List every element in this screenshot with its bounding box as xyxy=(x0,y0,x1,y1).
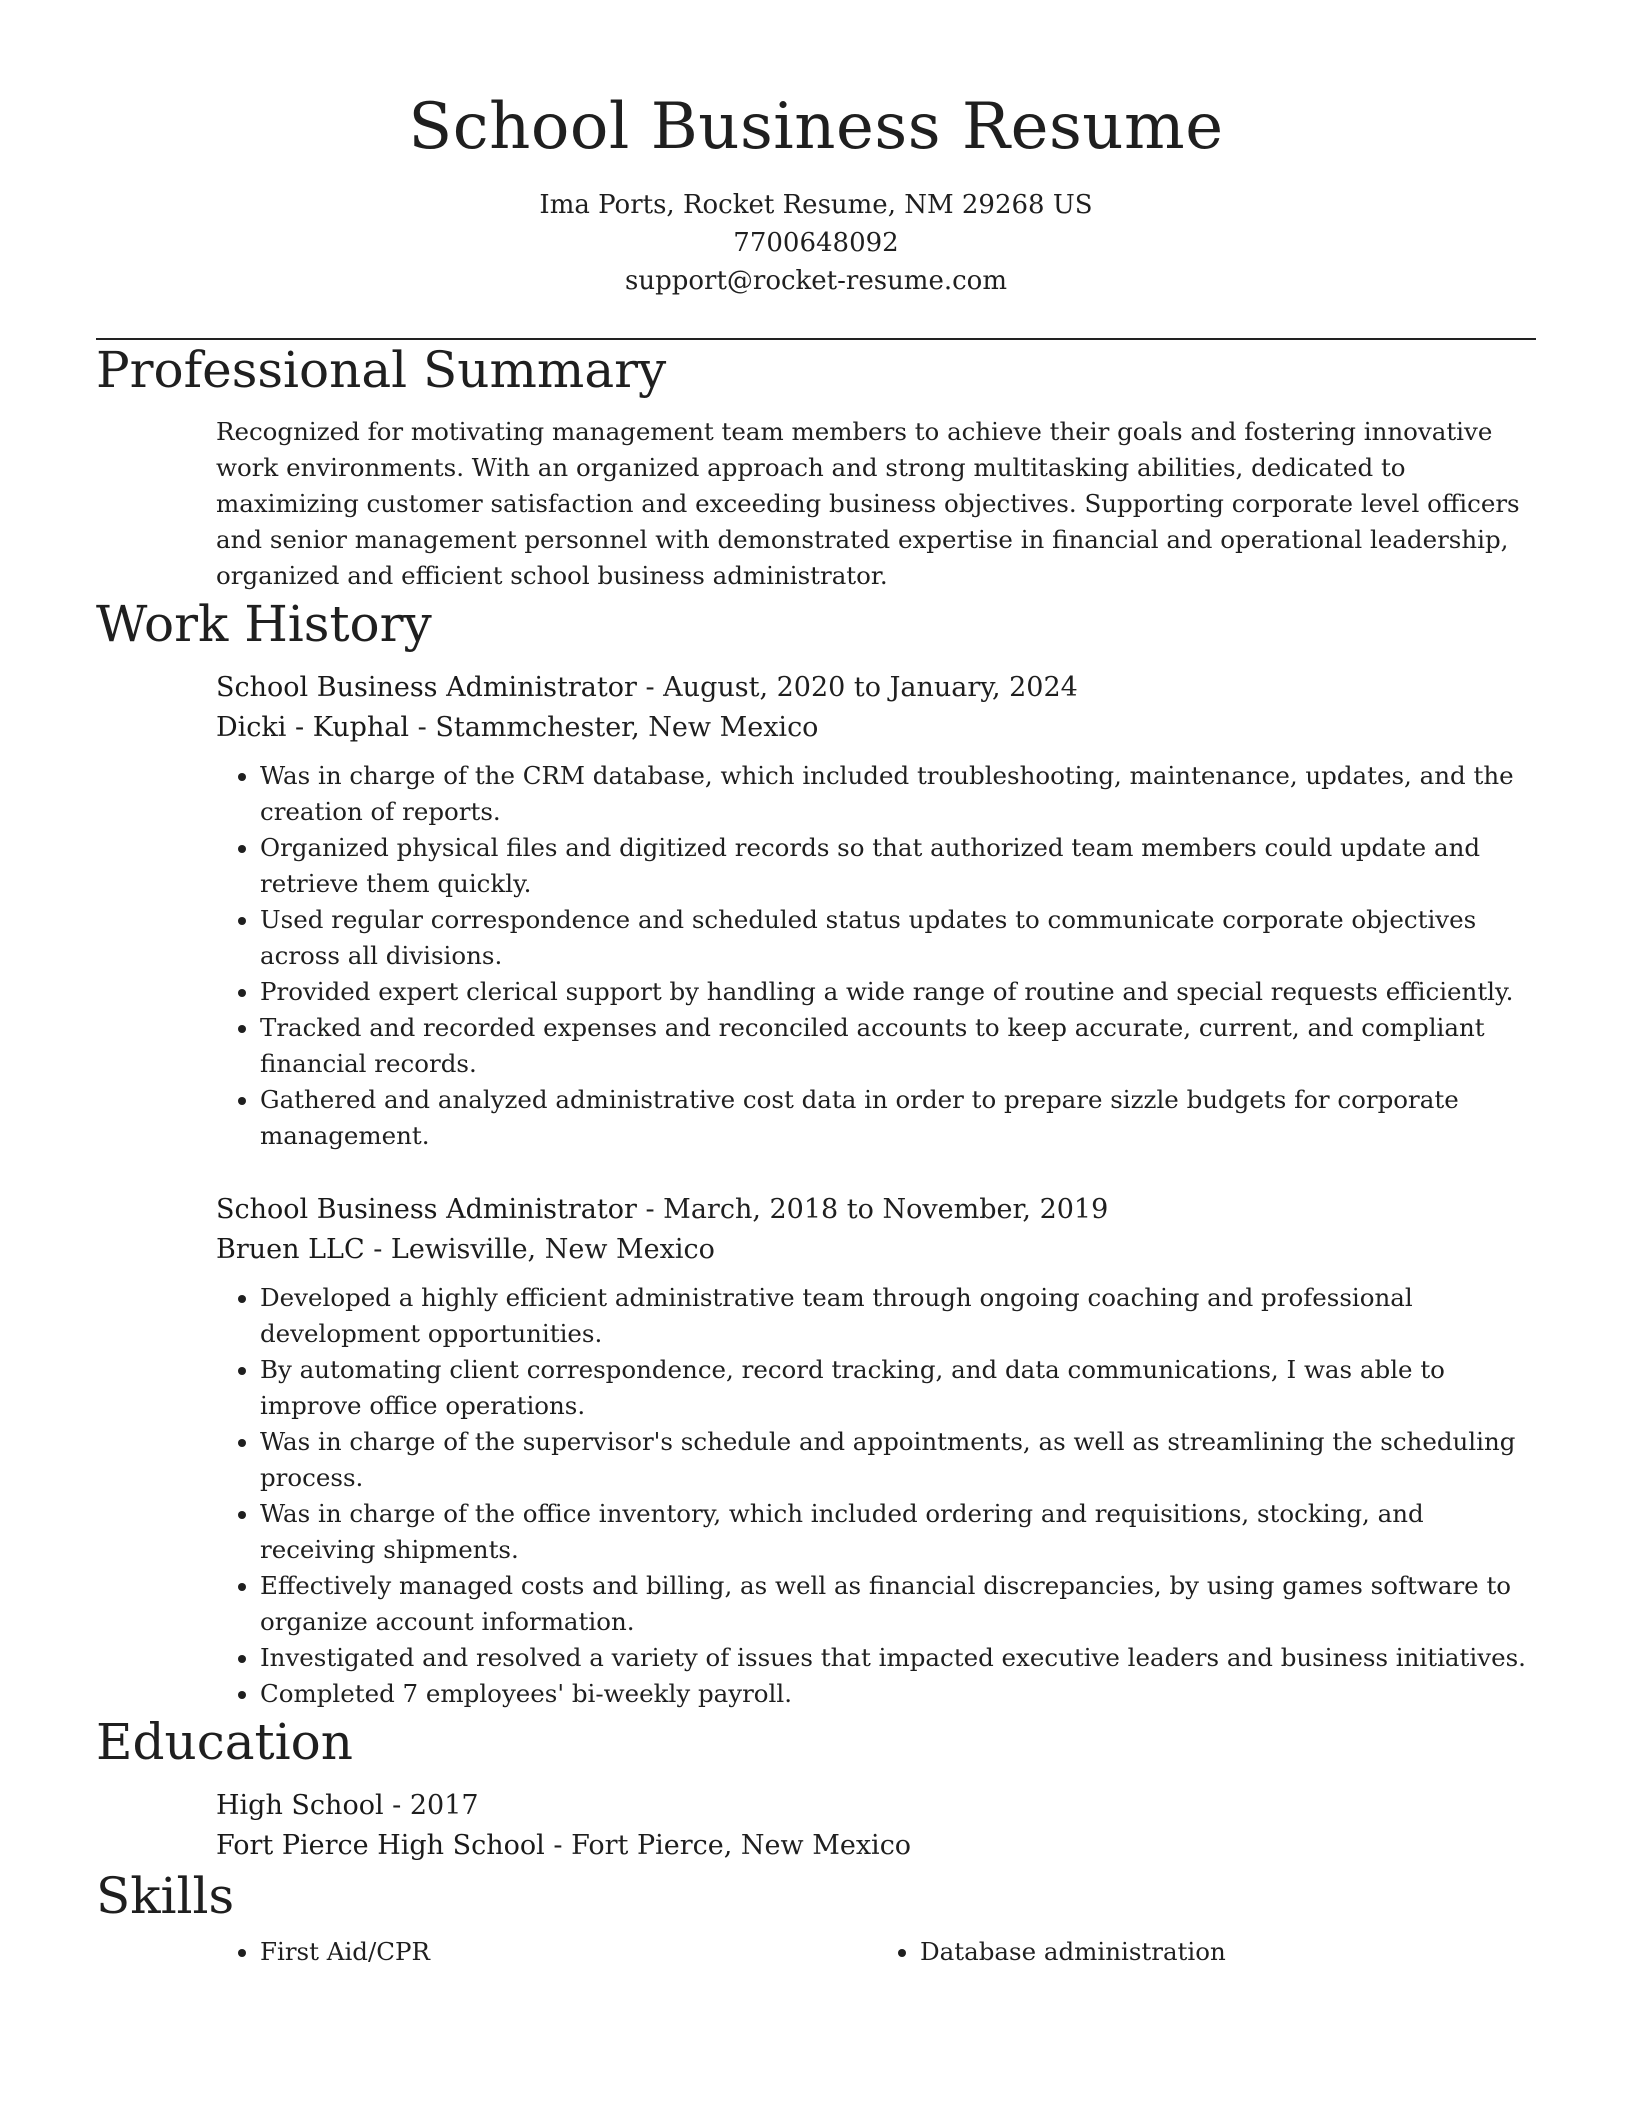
job-company: Bruen LLC xyxy=(216,1234,365,1265)
skills-heading: Skills xyxy=(96,1867,235,1925)
contact-address: Ima Ports, Rocket Resume, NM 29268 US xyxy=(539,190,1093,220)
work-history-section xyxy=(96,594,1536,1712)
skill-item: • First Aid/CPR xyxy=(260,1934,876,1970)
list-item: • Developed a highly efficient administrative team through ongoing coaching and professional development opportunities. xyxy=(260,1280,1536,1352)
list-item: • Was in charge of the office inventory, which included ordering and requisitions, stocking, and receiving shipments. xyxy=(260,1496,1536,1568)
list-item: • Was in charge of the CRM database, which included troubleshooting, maintenance, updates, and the creation of reports. xyxy=(260,758,1536,830)
contact-block xyxy=(96,186,1536,300)
contact-phone: 7700648092 xyxy=(733,228,899,258)
professional-summary-section xyxy=(96,340,1536,594)
list-item: • Used regular correspondence and scheduled status updates to communicate corporate objectives across all divisions. xyxy=(260,902,1536,974)
list-item: • Organized physical files and digitized records so that authorized team members could update and retrieve them quickly. xyxy=(260,830,1536,902)
job-title-line xyxy=(216,1190,1536,1230)
education-year: - 2017 xyxy=(383,1790,479,1821)
resume-title: School Business Resume xyxy=(408,90,1224,164)
list-item: • Was in charge of the supervisor's schedule and appointments, as well as streamlining the scheduling process. xyxy=(260,1424,1536,1496)
education-degree-line xyxy=(216,1786,1536,1826)
skills-list-left xyxy=(216,1934,876,1970)
skill-item: • Database administration xyxy=(920,1934,1536,1970)
education-section xyxy=(96,1712,1536,1866)
job-entry xyxy=(216,668,1536,1154)
skills-list-right xyxy=(876,1934,1536,1970)
job-responsibilities-list xyxy=(216,758,1536,1154)
job-location: - Lewisville, New Mexico xyxy=(364,1234,715,1265)
skills-section xyxy=(96,1866,1536,1970)
list-item: • Investigated and resolved a variety of issues that impacted executive leaders and business initiatives. xyxy=(260,1640,1536,1676)
job-entry xyxy=(216,1190,1536,1712)
list-item: • Tracked and recorded expenses and reconciled accounts to keep accurate, current, and compliant financial records. xyxy=(260,1010,1536,1082)
education-heading: Education xyxy=(96,1713,353,1771)
job-company: Dicki - Kuphal xyxy=(216,712,410,743)
skills-grid xyxy=(216,1934,1536,1970)
education-entry xyxy=(216,1786,1536,1866)
job-location: - Stammchester, New Mexico xyxy=(409,712,819,743)
contact-email: support@rocket-resume.com xyxy=(624,266,1007,296)
job-title-line xyxy=(216,668,1536,708)
list-item: • Gathered and analyzed administrative cost data in order to prepare sizzle budgets for corporate management. xyxy=(260,1082,1536,1154)
professional-summary-text: Recognized for motivating management team members to achieve their goals and fostering innovative work environments. With an organized approach and strong multitasking abilities, dedicated to maximizing customer satisfaction and exceeding business objectives. Supporting corporate level officers and senior management personnel with demonstrated expertise in financial and operational leadership, organized and efficient school business administrator. xyxy=(216,417,1520,590)
job-role: School Business Administrator xyxy=(216,1194,637,1225)
professional-summary-heading: Professional Summary xyxy=(96,341,667,399)
job-dates: - August, 2020 to January, 2024 xyxy=(636,672,1078,703)
job-company-line xyxy=(216,1230,1536,1270)
list-item: • By automating client correspondence, record tracking, and data communications, I was able to improve office operations. xyxy=(260,1352,1536,1424)
job-company-line xyxy=(216,708,1536,748)
list-item: • Completed 7 employees' bi-weekly payroll. xyxy=(260,1676,1536,1712)
work-history-heading: Work History xyxy=(96,595,432,653)
education-location: - Fort Pierce, New Mexico xyxy=(544,1830,912,1861)
education-degree: High School xyxy=(216,1790,384,1821)
job-dates: - March, 2018 to November, 2019 xyxy=(636,1194,1109,1225)
education-school-line xyxy=(216,1826,1536,1866)
job-responsibilities-list xyxy=(216,1280,1536,1712)
list-item: • Provided expert clerical support by handling a wide range of routine and special requests efficiently. xyxy=(260,974,1536,1010)
job-role: School Business Administrator xyxy=(216,672,637,703)
resume-page xyxy=(96,0,1536,1970)
list-item: • Effectively managed costs and billing, as well as financial discrepancies, by using games software to organize account information. xyxy=(260,1568,1536,1640)
education-school: Fort Pierce High School xyxy=(216,1830,545,1861)
resume-header xyxy=(96,0,1536,300)
